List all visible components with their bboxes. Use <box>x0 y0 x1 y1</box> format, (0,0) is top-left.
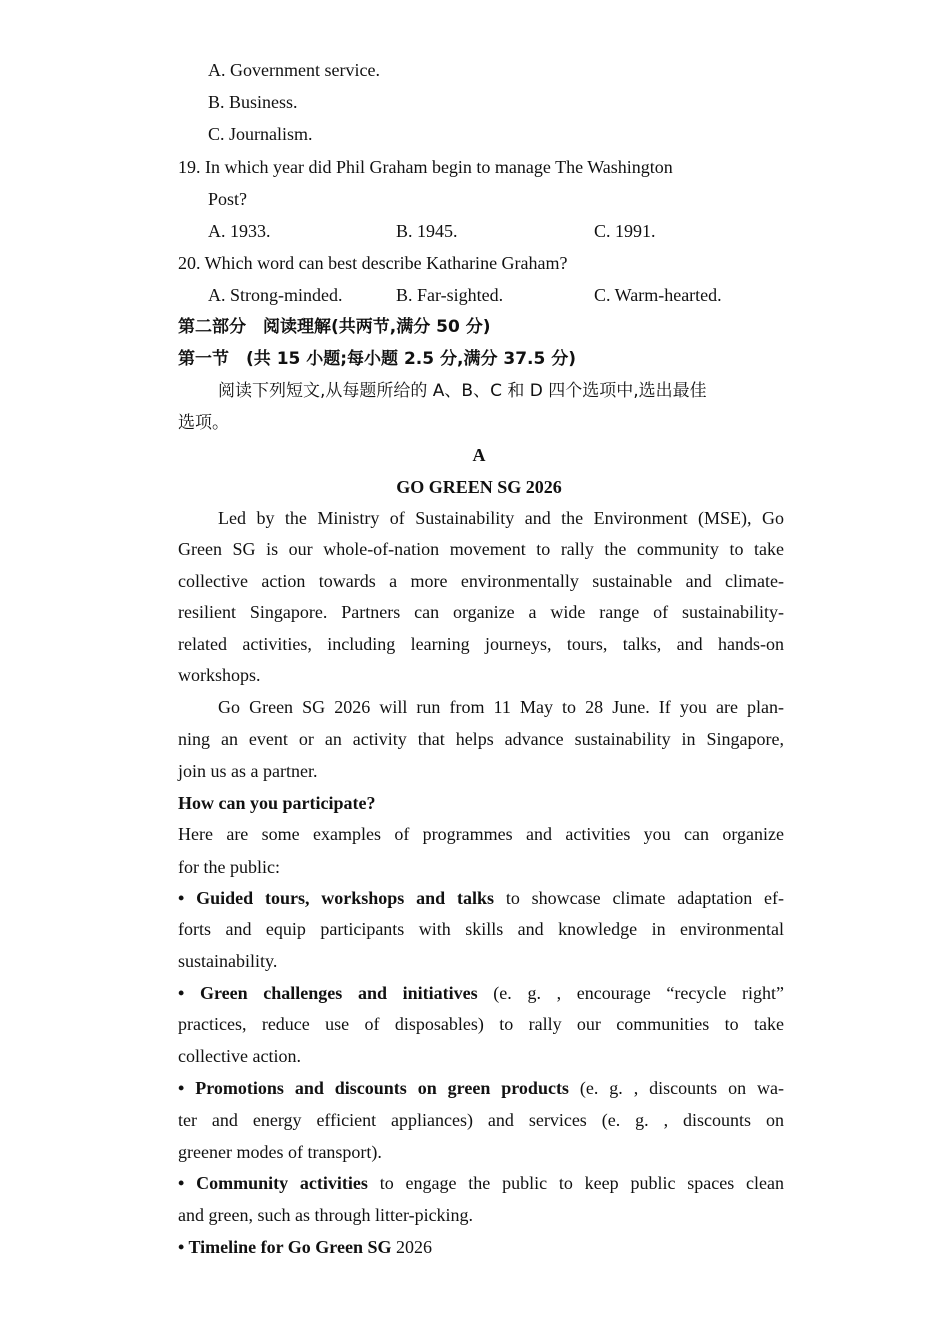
bullet-line: ter and energy efficient appliances) and services (e. g. , discounts on <box>178 1110 784 1130</box>
section1-heading: 第一节 (共 15 小题;每小题 2.5 分,满分 37.5 分) <box>178 349 577 369</box>
bullet-guided-tours <box>178 886 784 910</box>
instruction-line2: 选项。 <box>178 413 229 433</box>
bullet-text: (e. g. , encourage “recycle right” <box>477 983 784 1003</box>
q20-stem: 20. Which word can best describe Katharine Graham? <box>178 253 568 273</box>
p3-line: Here are some examples of programmes and activities you can organize <box>178 824 784 844</box>
bullet-green-challenges <box>178 981 784 1005</box>
p1-line: resilient Singapore. Partners can organize a wide range of sustainability- <box>178 602 784 622</box>
q19-option-b: B. 1945. <box>396 221 458 241</box>
bullet-lead: • Guided tours, workshops and talks <box>178 888 494 908</box>
p1-line: Led by the Ministry of Sustainability and the Environment (MSE), Go <box>218 508 784 528</box>
bullet-line: practices, reduce use of disposables) to rally our communities to take <box>178 1014 784 1034</box>
q20-option-a: A. Strong-minded. <box>208 285 343 305</box>
q18-option-b: B. Business. <box>208 92 298 112</box>
bullet-promotions <box>178 1076 784 1100</box>
bullet-text: to engage the public to keep public spaces clean <box>367 1173 784 1193</box>
bullet-lead: • Green challenges and initiatives <box>178 983 478 1003</box>
part2-heading: 第二部分 阅读理解(共两节,满分 50 分) <box>178 317 491 337</box>
bullet-text: 2026 <box>391 1237 432 1257</box>
instruction-line1: 阅读下列短文,从每题所给的 A、B、C 和 D 四个选项中,选出最佳 <box>218 381 707 401</box>
q20-option-b: B. Far-sighted. <box>396 285 504 305</box>
p3-line: for the public: <box>178 857 280 877</box>
bullet-text: to showcase climate adaptation ef- <box>494 888 784 908</box>
participate-subheading: How can you participate? <box>178 793 376 813</box>
p1-line: collective action towards a more environmentally sustainable and climate- <box>178 571 784 591</box>
p1-line: related activities, including learning journeys, tours, talks, and hands-on <box>178 634 784 654</box>
p2-line: Go Green SG 2026 will run from 11 May to 28 June. If you are plan- <box>218 697 784 717</box>
q18-option-a: A. Government service. <box>208 60 380 80</box>
p2-line: join us as a partner. <box>178 761 318 781</box>
q20-option-c: C. Warm-hearted. <box>594 285 722 305</box>
bullet-line: and green, such as through litter-picking. <box>178 1205 474 1225</box>
p1-line: workshops. <box>178 665 261 685</box>
q19-option-a: A. 1933. <box>208 221 271 241</box>
bullet-line: collective action. <box>178 1046 301 1066</box>
bullet-line: forts and equip participants with skills and knowledge in environmental <box>178 919 784 939</box>
passage-letter: A <box>472 445 486 465</box>
q19-stem-line2: Post? <box>208 189 248 209</box>
bullet-line: sustainability. <box>178 951 278 971</box>
q19-stem-line1: 19. In which year did Phil Graham begin to manage The Washington <box>178 157 673 177</box>
bullet-lead: • Timeline for Go Green SG <box>178 1237 392 1257</box>
q18-option-c: C. Journalism. <box>208 124 313 144</box>
p2-line: ning an event or an activity that helps advance sustainability in Singapore, <box>178 729 784 749</box>
bullet-lead: • Promotions and discounts on green products <box>178 1078 569 1098</box>
p1-line: Green SG is our whole-of-nation movement to rally the community to take <box>178 539 784 559</box>
bullet-community <box>178 1171 784 1195</box>
bullet-timeline <box>178 1235 432 1259</box>
bullet-text: (e. g. , discounts on wa- <box>568 1078 784 1098</box>
bullet-line: greener modes of transport). <box>178 1142 382 1162</box>
bullet-lead: • Community activities <box>178 1173 368 1193</box>
passage-title: GO GREEN SG 2026 <box>396 477 562 497</box>
q19-option-c: C. 1991. <box>594 221 656 241</box>
